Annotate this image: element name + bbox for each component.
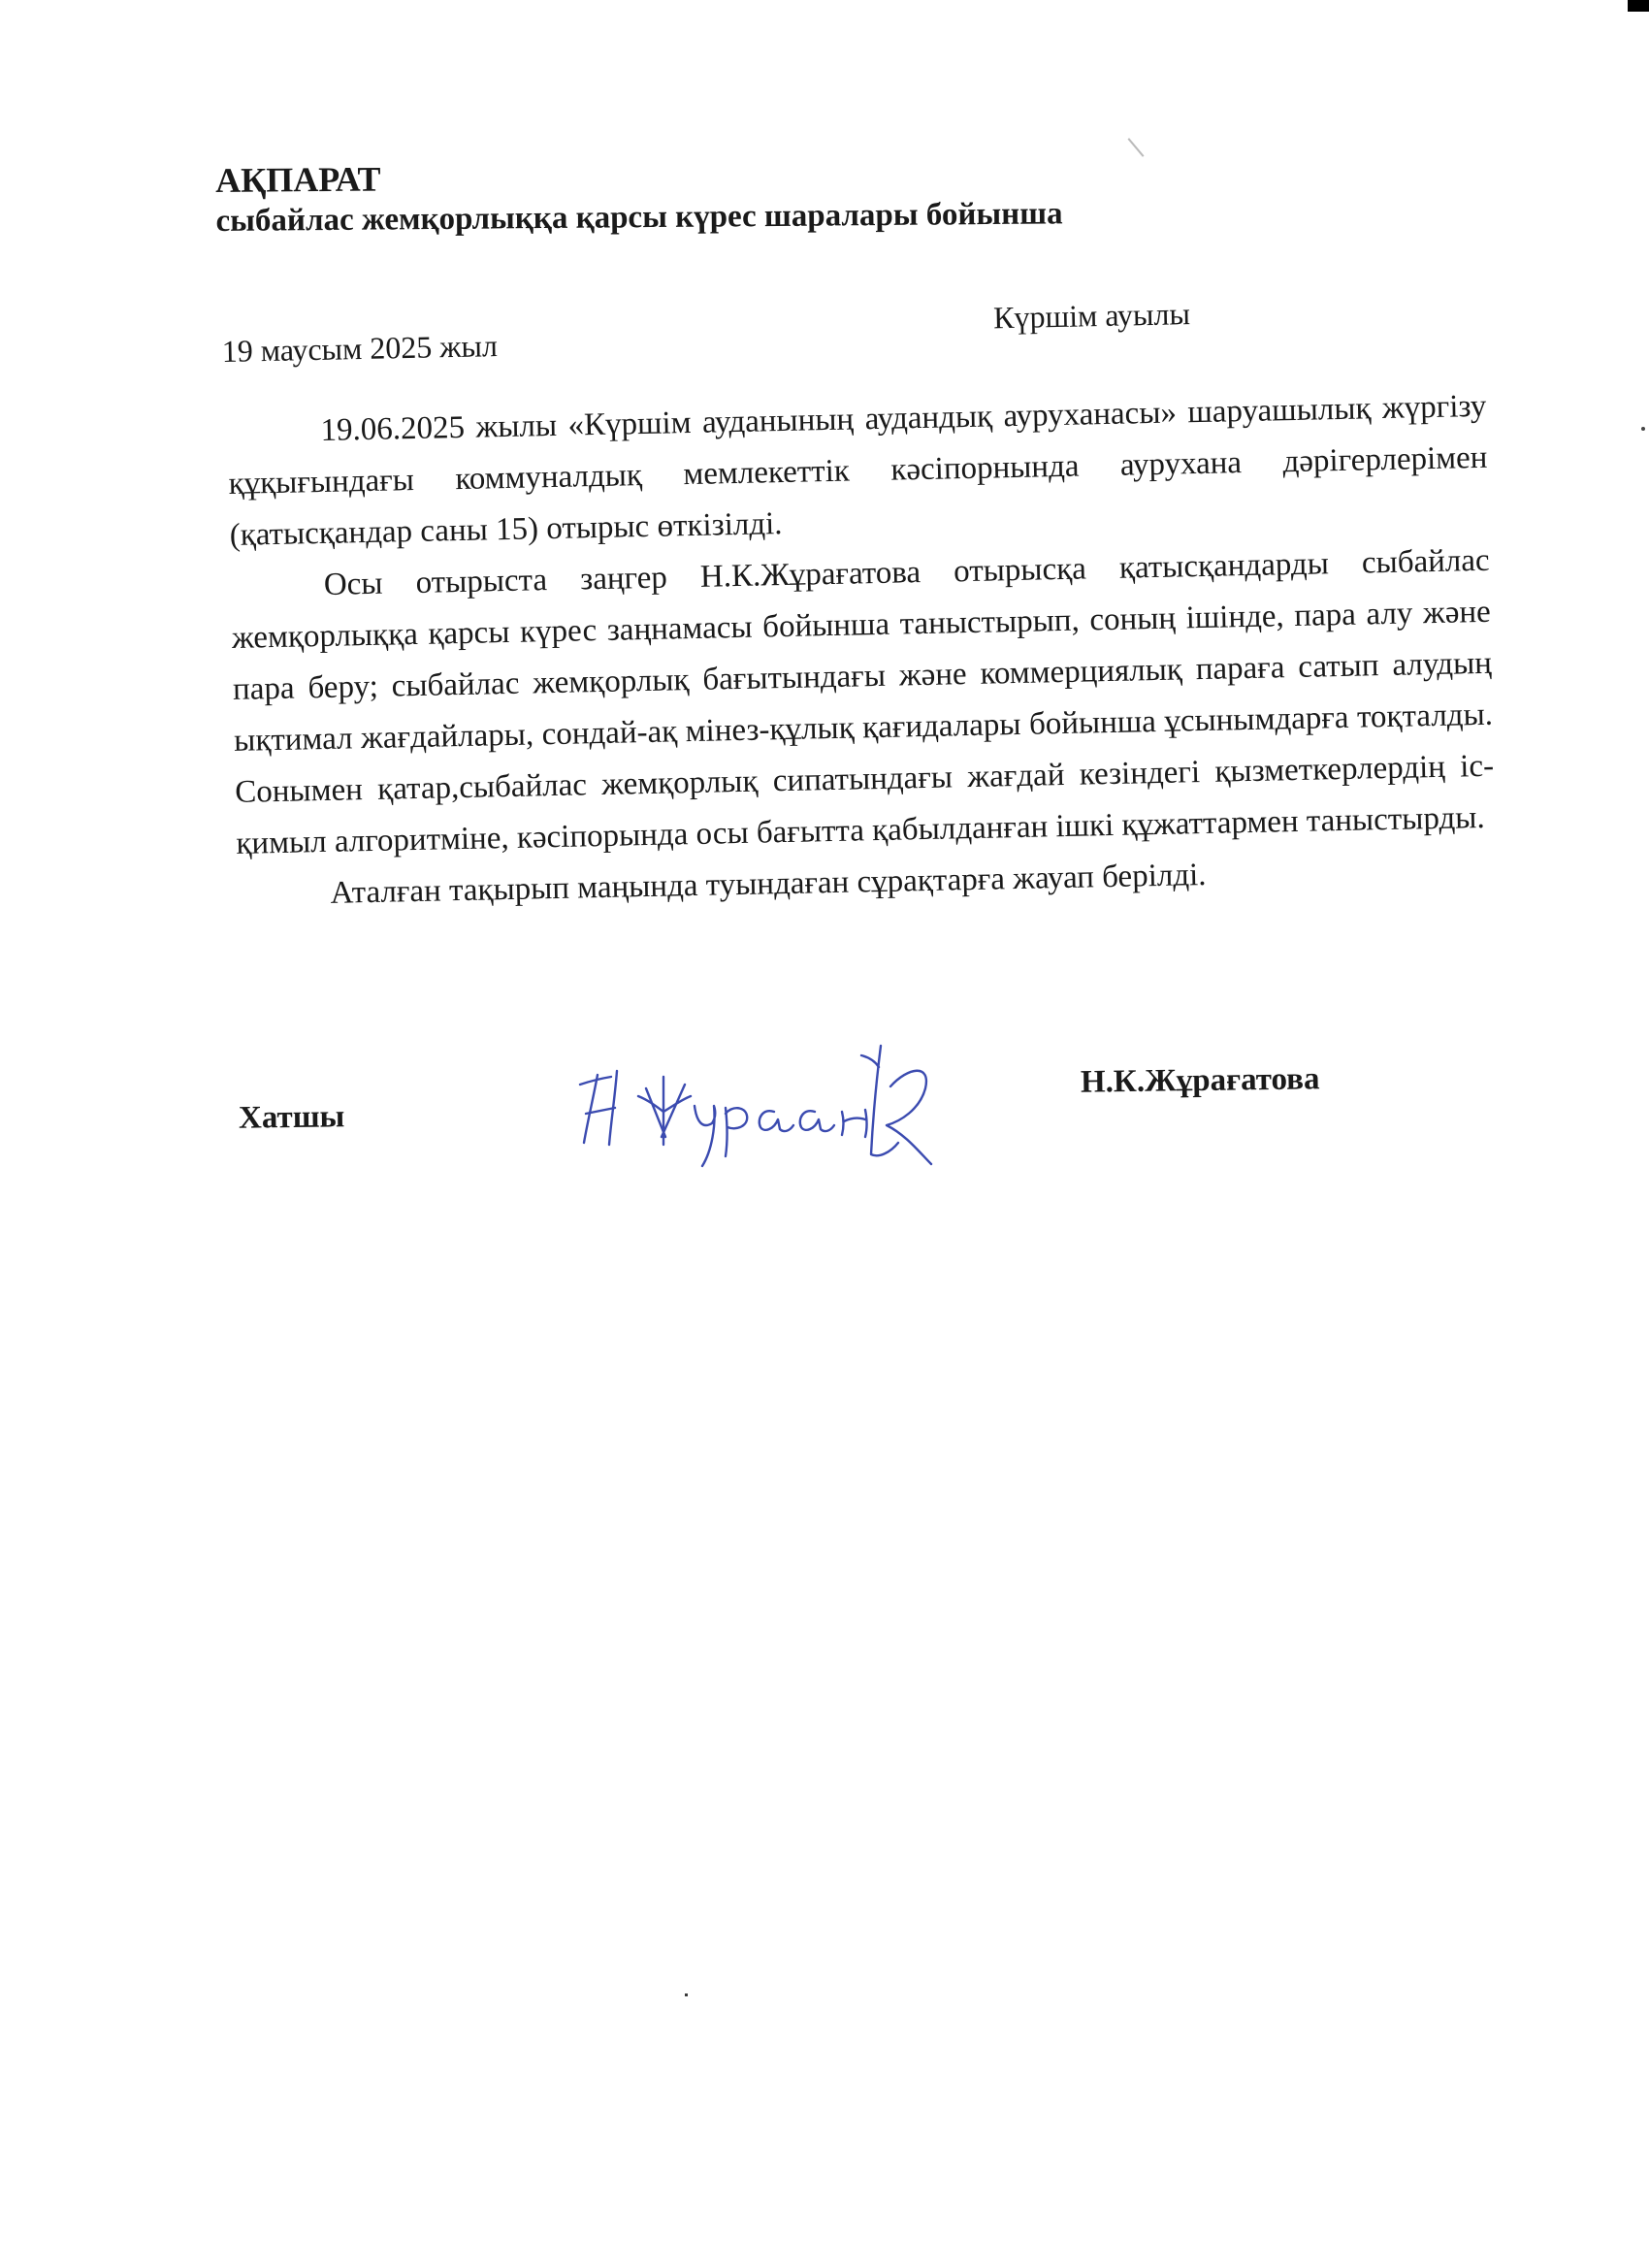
handwritten-signature	[570, 1028, 939, 1174]
date-place-row	[221, 295, 1250, 369]
document-place: Күршім ауылы	[992, 296, 1191, 336]
document-date: 19 маусым 2025 жыл	[221, 328, 499, 369]
signature-block	[237, 1028, 1401, 1183]
document-title: АҚПАРАТ	[215, 159, 381, 200]
document-heading	[215, 149, 1283, 241]
scan-speck	[685, 1993, 688, 1996]
signer-name: Н.К.Жұрағатова	[1080, 1061, 1320, 1100]
scan-edge-dot	[1641, 427, 1645, 431]
body-paragraph-3: Аталған тақырып маңында туындаған сұрақтарға жауап берілді.	[330, 857, 1207, 911]
scan-corner-mark	[1628, 0, 1649, 12]
document-body	[227, 381, 1497, 922]
body-paragraph-2: Осы отырыста заңгер Н.К.Жұрағатова отырысқа қатысқандарды сыбайлас жемқорлыққа қарсы күрес заңнамасы бойынша таныстырып, соның ішінде, пара алу және пара беру; сыбайлас жемқорлық бағытындағы және коммерциялық параға сатып алудың ықтимал жағдайлары, сондай-ақ мінез-құлық қағидалары бойынша ұсынымдарға тоқталды. Сонымен қатар,сыбайлас жемқорлық сипатындағы жағдай кезіндегі қызметкерлердің іс-қимыл алгоритміне, кәсіпорында осы бағытта қабылданған ішкі құжаттармен таныстырды.	[231, 542, 1495, 861]
document-subtitle: сыбайлас жемқорлыққа қарсы күрес шаралары бойынша	[215, 196, 1063, 239]
signer-position: Хатшы	[238, 1099, 345, 1136]
body-paragraph-1: 19.06.2025 жылы «Күршім ауданының аудандық ауруханасы» шаруашылық жүргізу құқығындағы коммуналдық мемлекеттік кәсіпорнында аурухана дәрігерлерімен (қатысқандар саны 15) отырыс өткізілді.	[228, 388, 1488, 553]
